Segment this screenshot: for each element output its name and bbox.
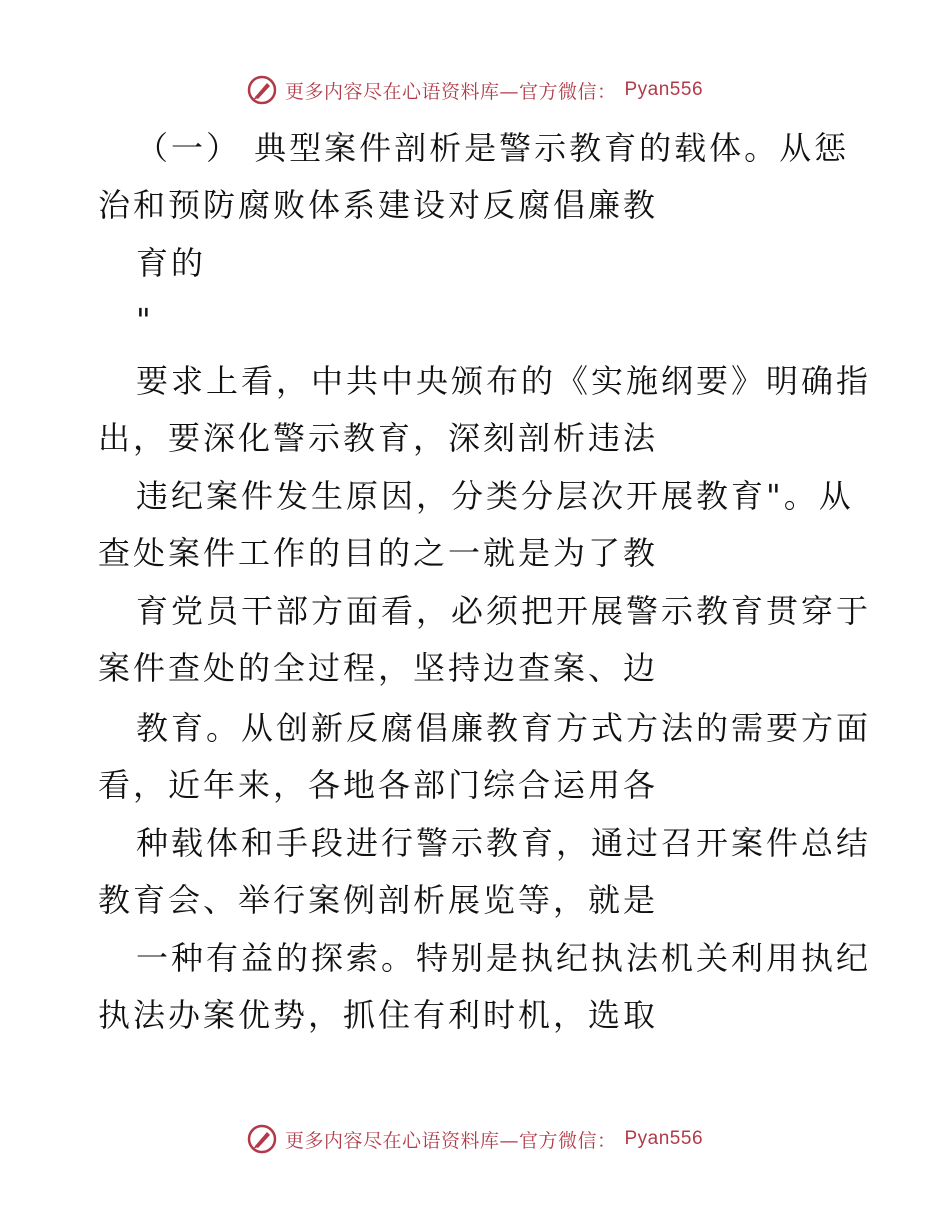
- body-line: ": [136, 301, 154, 339]
- body-line: 要求上看，中共中央颁布的《实施纲要》明确指: [136, 362, 872, 400]
- quill-seal-icon: [247, 75, 277, 105]
- footer-banner: [0, 1119, 950, 1159]
- body-line: 教育会、举行案例剖析展览等，就是: [98, 881, 659, 919]
- quill-seal-icon: [247, 1124, 277, 1154]
- header-banner: [0, 70, 950, 110]
- body-line: 育的: [136, 244, 207, 282]
- body-line: 看，近年来，各地各部门综合运用各: [98, 766, 659, 804]
- body-line: 违纪案件发生原因，分类分层次开展教育"。从: [136, 477, 854, 515]
- body-line: 执法办案优势，抓住有利时机，选取: [98, 996, 659, 1034]
- body-line: 查处案件工作的目的之一就是为了教: [98, 534, 659, 572]
- body-line: （一） 典型案件剖析是警示教育的载体。从惩: [136, 129, 850, 167]
- footer-banner-text: 更多内容尽在心语资料库—官方微信：: [284, 1129, 617, 1152]
- body-line: 种载体和手段进行警示教育，通过召开案件总结: [136, 824, 872, 862]
- body-line: 育党员干部方面看，必须把开展警示教育贯穿于: [136, 592, 872, 630]
- body-line: 治和预防腐败体系建设对反腐倡廉教: [98, 186, 659, 224]
- body-line: 一种有益的探索。特别是执纪执法机关利用执纪: [136, 939, 872, 977]
- body-line: 案件查处的全过程，坚持边查案、边: [98, 649, 659, 687]
- header-wechat-id: Pyan556: [624, 79, 704, 100]
- footer-wechat-id: Pyan556: [624, 1128, 704, 1149]
- body-line: 教育。从创新反腐倡廉教育方式方法的需要方面: [136, 709, 872, 747]
- header-banner-text: 更多内容尽在心语资料库—官方微信：: [284, 80, 617, 103]
- body-line: 出，要深化警示教育，深刻剖析违法: [98, 419, 659, 457]
